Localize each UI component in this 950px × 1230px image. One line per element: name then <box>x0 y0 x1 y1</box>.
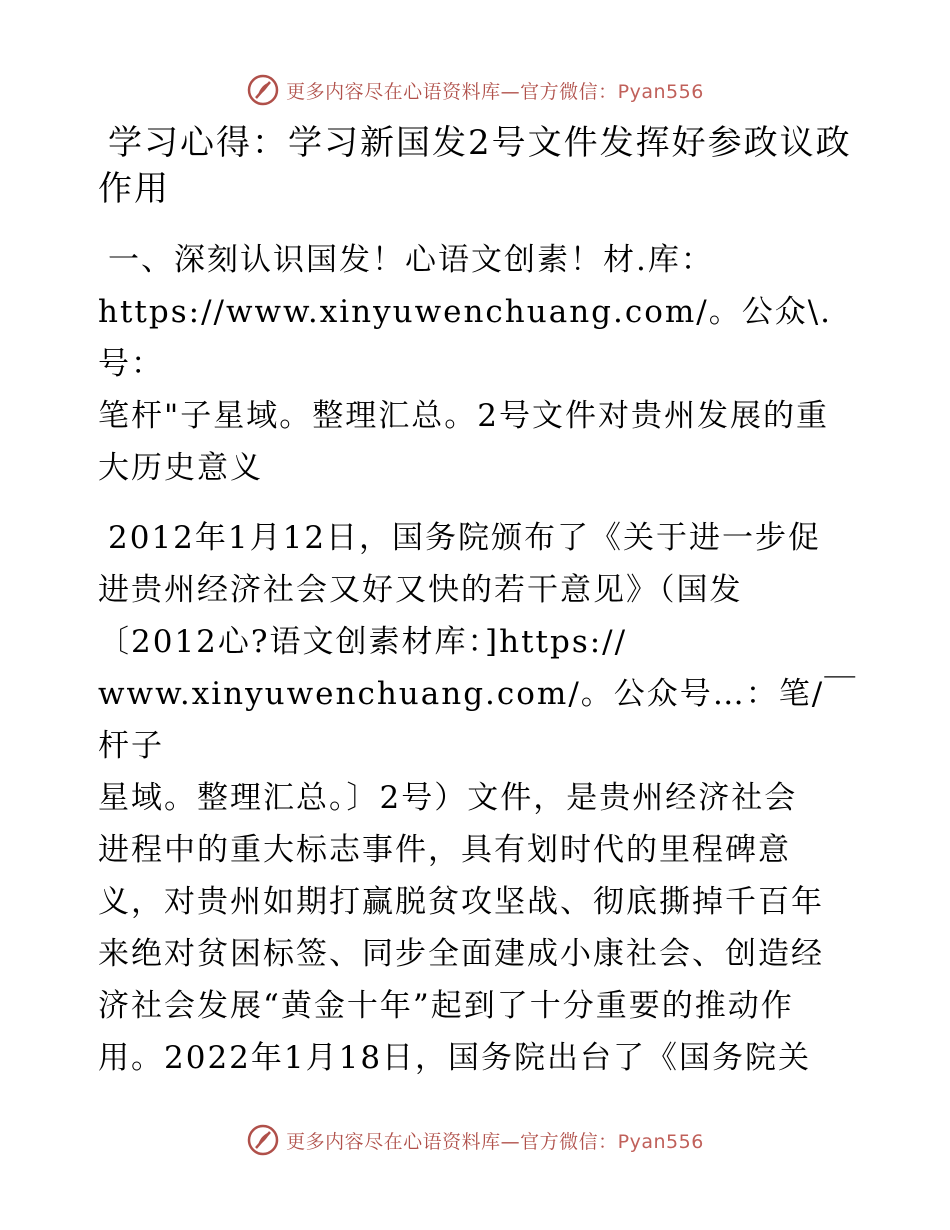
banner-text: 更多内容尽在心语资料库—官方微信：Pyan556 <box>286 80 704 103</box>
document-body <box>98 120 858 1084</box>
feather-logo-icon <box>246 73 280 107</box>
document-title <box>98 120 858 212</box>
heading-line: 一、深刻认识国发！心语文创素！材.库： <box>108 242 714 278</box>
paragraph-line: www.xinyuwenchuang.com/。公众号…：笔/￣杆子 <box>98 676 858 764</box>
paragraph-line: 星域。整理汇总。〕2号）文件，是贵州经济社会 <box>98 780 798 816</box>
footer-banner <box>0 1120 950 1160</box>
paragraph-line: 进程中的重大标志事件，具有划时代的里程碑意 <box>98 832 791 868</box>
paragraph-line: 义，对贵州如期打赢脱贫攻坚战、彻底撕掉千百年 <box>98 884 824 920</box>
header-banner <box>0 70 950 110</box>
title-line-1: 学习心得：学习新国发2号文件发挥好参政议政 <box>108 123 852 163</box>
heading-line: https://www.xinyuwenchuang.com/。公众\.号： <box>98 294 833 382</box>
title-line-2: 作用 <box>98 169 170 209</box>
heading-line: 笔杆"子星域。整理汇总。2号文件对贵州发展的重 <box>98 398 829 434</box>
paragraph-line: 来绝对贫困标签、同步全面建成小康社会、创造经 <box>98 936 824 972</box>
banner-text: 更多内容尽在心语资料库—官方微信：Pyan556 <box>286 1130 704 1153</box>
banner-contact: Pyan556 <box>617 80 704 103</box>
feather-logo-icon <box>246 1123 280 1157</box>
paragraph-line: 济社会发展“黄金十年”起到了十分重要的推动作 <box>98 988 794 1024</box>
banner-contact: Pyan556 <box>617 1130 704 1153</box>
paragraph-line: 用。2022年1月18日，国务院出台了《国务院关 <box>98 1040 812 1076</box>
heading-line: 大历史意义 <box>98 450 263 486</box>
paragraph-line: 进贵州经济社会又好又快的若干意见》（国发 <box>98 572 743 608</box>
paragraph-line: 〔2012心?语文创素材库：]https:// <box>98 624 628 660</box>
section-heading <box>98 234 858 494</box>
paragraph-line: 2012年1月12日，国务院颁布了《关于进一步促 <box>108 520 822 556</box>
paragraph <box>98 512 858 1084</box>
